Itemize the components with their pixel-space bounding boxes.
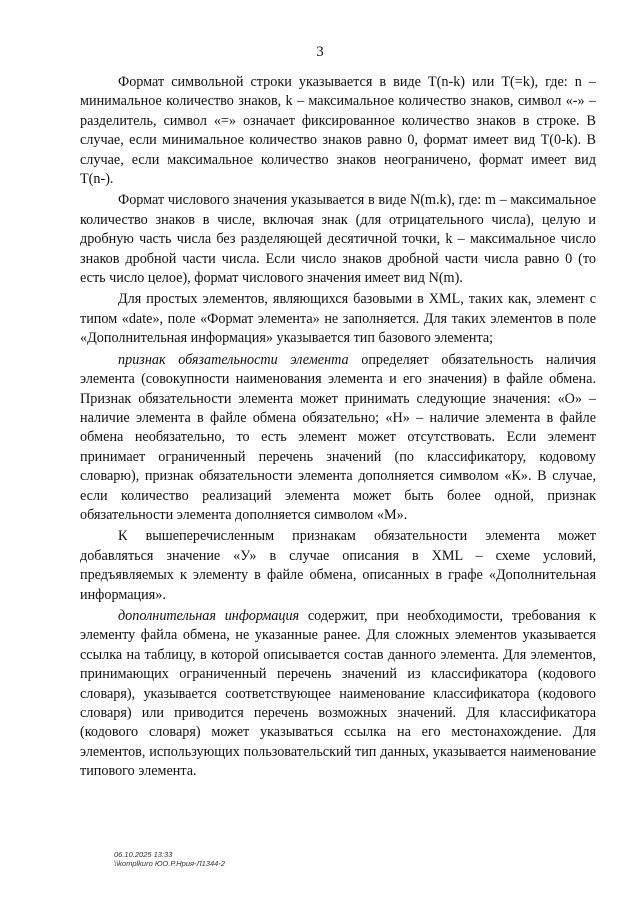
paragraph-number-format xyxy=(80,191,596,288)
paragraph-required-flag xyxy=(80,351,596,526)
footer-timestamp: 06.10.2025 13:33 xyxy=(114,850,173,859)
paragraph-text: Для простых элементов, являющихся базовыми в XML, таких как, элемент с типом «date», поле «Формат элемента» не заполняется. Для таких элементов в поле «Дополнительная информация» указывается тип базового элемента; xyxy=(80,291,596,347)
footer-path: \\komplkuro ЮО.Р.Нрия-Л1344-2 xyxy=(114,859,226,868)
paragraph-string-format xyxy=(80,73,596,189)
paragraph-condition-flag xyxy=(80,527,596,605)
paragraph-text: К вышеперечисленным признакам обязательности элемента может добавляться значение «У» в случае описания в XML – схеме условий, предъявляемых к элементу в файле обмена, описанных в графе «Дополнительная информация». xyxy=(80,528,596,603)
document-body xyxy=(80,73,596,784)
paragraph-text: Формат символьной строки указывается в виде T(n-k) или T(=k), где: n – минимальное количество знаков, k – максимальное количество знаков, символ «-» – разделитель, символ «=» означает фиксированное количество знаков в строке. В случае, если минимальное количество знаков равно 0, формат имеет вид T(0-k). В случае, если максимальное количество знаков неограничено, формат имеет вид T(n-). xyxy=(80,74,596,188)
print-footer xyxy=(114,850,225,868)
paragraph-lead: признак обязательности элемента xyxy=(118,351,349,368)
paragraph-text: Формат числового значения указывается в виде N(m.k), где: m – максимальное количество знаков в числе, включая знак (для отрицательного числа), целую и дробную часть числа без разделяющей десятичной точки, k – максимальное число знаков дробной части числа. Если число знаков дробной части числа равно 0 (то есть число целое), формат числового значения имеет вид N(m). xyxy=(80,192,596,287)
paragraph-simple-elements xyxy=(80,290,596,348)
paragraph-text: определяет обязательность наличия элемента (совокупности наименования элемента и его значения) в файле обмена. Признак обязательности элемента может принимать следующие значения: «О» – наличие элемента в файле обмена обязательно; «Н» – наличие элемента в файле обмена необязательно, то есть элемент может отсутствовать. Если элемент принимает ограниченный перечень значений (по классификатору, кодовому словарю), признак обязательности элемента дополняется символом «К». В случае, если количество реализаций элемента может быть более одной, признак обязательности элемента дополняется символом «М». xyxy=(80,351,596,523)
paragraph-text: содержит, при необходимости, требования к элементу файла обмена, не указанные ранее. Для сложных элементов указывается ссылка на таблицу, в которой описывается состав данного элемента. Для элементов, принимающих ограниченный перечень значений из классификатора (кодового словаря), указывается соответствующее наименование классификатора (кодового словаря) или приводится перечень возможных значений. Для классификатора (кодового словаря) может указываться ссылка на его местонахождение. Для элементов, использующих пользовательский тип данных, указывается наименование типового элемента. xyxy=(80,607,596,780)
paragraph-lead: дополнительная информация xyxy=(118,607,300,624)
paragraph-additional-info xyxy=(80,607,596,782)
page-number: 3 xyxy=(316,44,324,60)
